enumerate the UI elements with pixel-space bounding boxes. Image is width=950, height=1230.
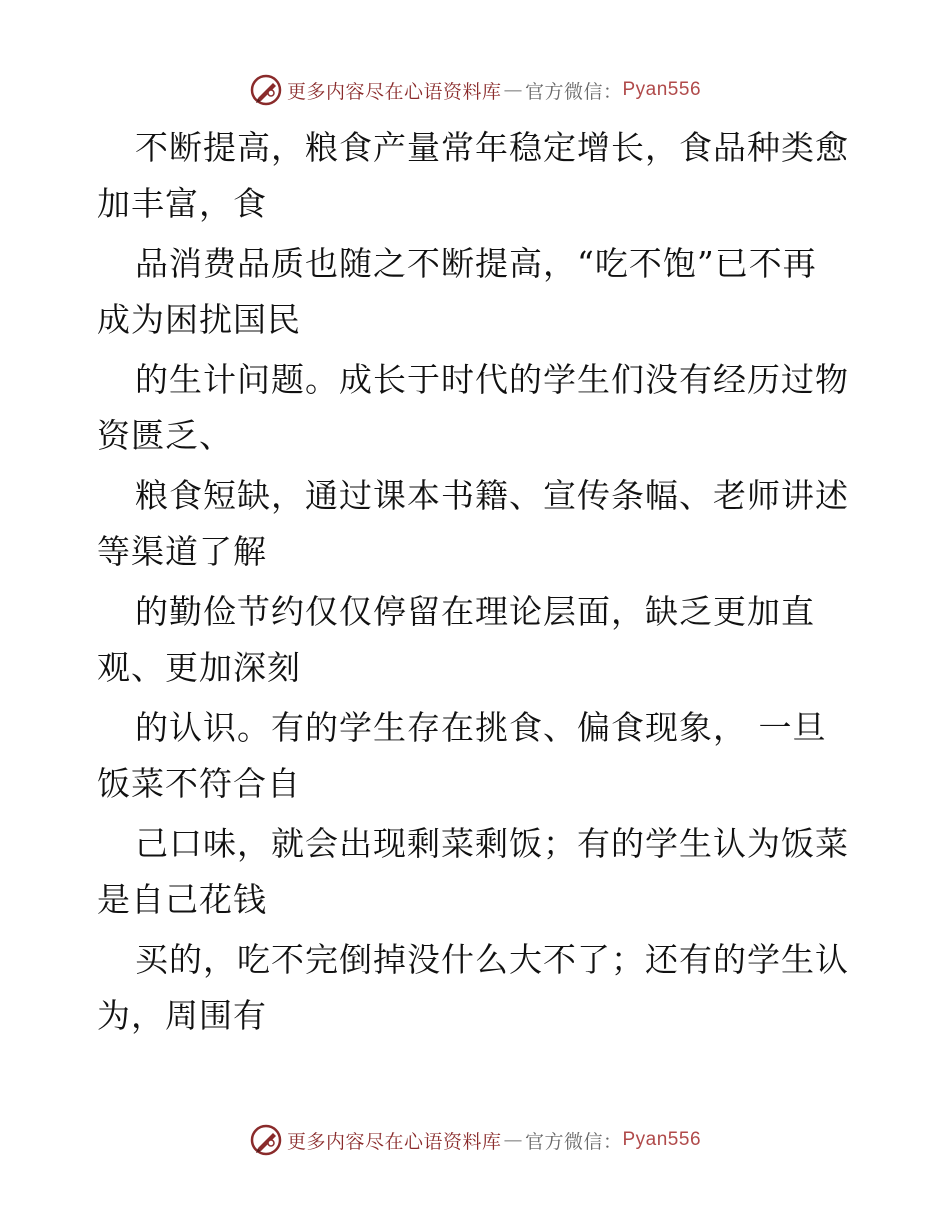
paragraph-1-line-2: 加丰富，食 xyxy=(97,184,267,223)
footer-brand-text: 更多内容尽在心语资料库 xyxy=(286,1130,502,1153)
footer-wechat-label: 官方微信： xyxy=(524,1130,623,1153)
paragraph-4-line-1: 粮食短缺，通过课本书籍、宣传条幅、老师讲述 xyxy=(135,476,849,515)
footer-wechat-id: Pyan556 xyxy=(622,1129,702,1150)
pen-logo-icon xyxy=(249,73,283,107)
document-body xyxy=(0,120,950,1080)
paragraph-7-line-2: 是自己花钱 xyxy=(97,880,267,919)
header-brand-text: 更多内容尽在心语资料库 xyxy=(286,80,502,103)
paragraph-7-line-1: 己口味，就会出现剩菜剩饭；有的学生认为饭菜 xyxy=(135,824,849,863)
paragraph-8-line-2: 为，周围有 xyxy=(97,996,267,1035)
header-separator: — xyxy=(503,79,523,101)
paragraph-1-line-1: 不断提高，粮食产量常年稳定增长，食品种类愈 xyxy=(135,128,849,167)
paragraph-5-line-1: 的勤俭节约仅仅停留在理论层面，缺乏更加直 xyxy=(135,592,815,631)
paragraph-3-line-1: 的生计问题。成长于时代的学生们没有经历过物 xyxy=(135,360,849,399)
pen-logo-icon xyxy=(249,1123,283,1157)
header-wechat-id: Pyan556 xyxy=(622,79,702,100)
header-wechat-label: 官方微信： xyxy=(524,80,623,103)
paragraph-8-line-1: 买的，吃不完倒掉没什么大不了；还有的学生认 xyxy=(135,940,849,979)
footer-watermark xyxy=(0,1120,950,1160)
paragraph-6-line-1: 的认识。有的学生存在挑食、偏食现象， 一旦 xyxy=(135,708,827,747)
paragraph-2-line-2: 成为困扰国民 xyxy=(97,300,301,339)
paragraph-4-line-2: 等渠道了解 xyxy=(97,532,267,571)
paragraph-5-line-2: 观、更加深刻 xyxy=(97,648,301,687)
paragraph-3-line-2: 资匮乏、 xyxy=(97,416,233,455)
paragraph-6-line-2: 饭菜不符合自 xyxy=(97,764,301,803)
footer-separator: — xyxy=(503,1129,523,1151)
header-watermark xyxy=(0,70,950,110)
paragraph-2-line-1: 品消费品质也随之不断提高，“吃不饱”已不再 xyxy=(135,244,817,283)
